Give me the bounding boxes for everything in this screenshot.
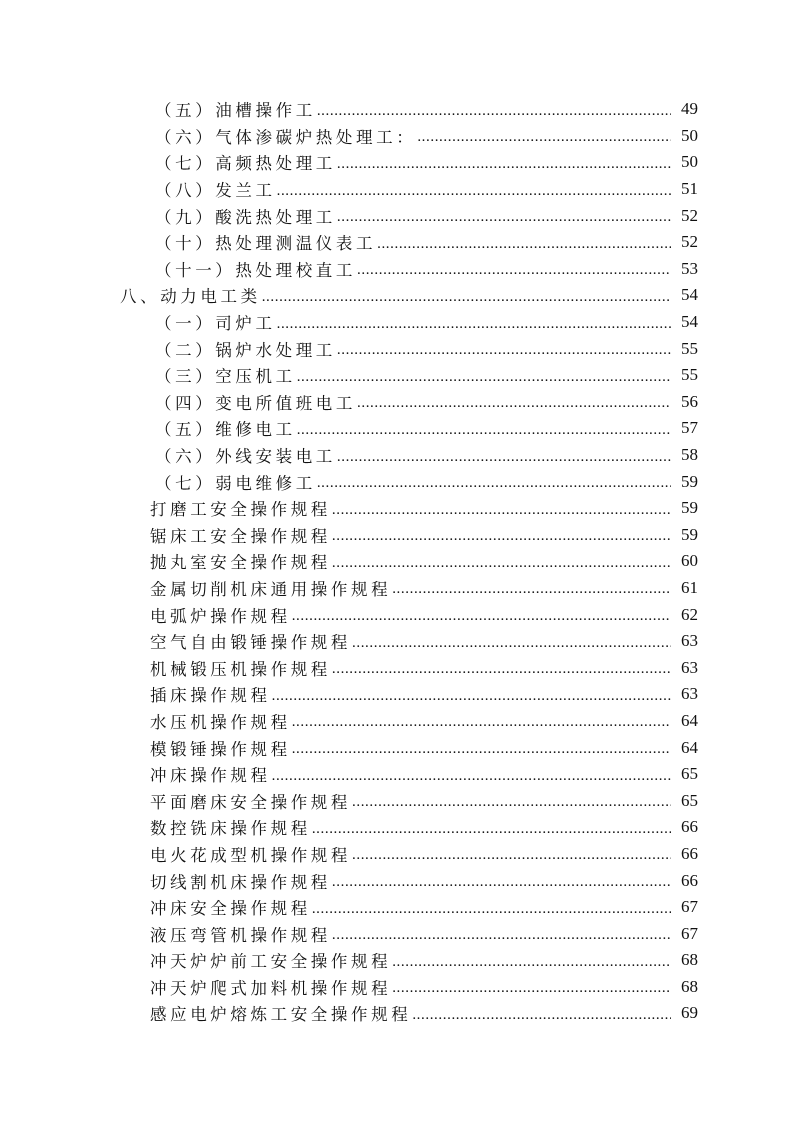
toc-leader-dots — [352, 635, 671, 652]
toc-page-number: 55 — [681, 338, 698, 358]
toc-page-number: 50 — [681, 152, 698, 172]
table-of-contents — [0, 96, 793, 1027]
toc-entry-title: 切线割机床操作规程 — [150, 872, 331, 892]
toc-entry[interactable] — [0, 974, 793, 1001]
toc-page-number: 61 — [681, 577, 698, 597]
toc-page-number: 53 — [681, 258, 698, 278]
toc-leader-dots — [317, 475, 671, 492]
toc-leader-dots — [297, 422, 671, 439]
toc-entry[interactable] — [0, 761, 793, 788]
toc-leader-dots — [412, 1007, 671, 1024]
toc-entry[interactable] — [0, 787, 793, 814]
toc-entry-title: 冲天炉爬式加料机操作规程 — [150, 978, 392, 998]
toc-leader-dots — [332, 555, 671, 572]
toc-leader-dots — [277, 183, 671, 200]
toc-entry[interactable] — [0, 495, 793, 522]
toc-leader-dots — [272, 688, 671, 705]
toc-entry[interactable] — [0, 256, 793, 283]
toc-leader-dots — [357, 395, 671, 412]
toc-entry-title: （五）维修电工 — [155, 420, 296, 440]
toc-entry-title: （六）外线安装电工 — [155, 447, 336, 467]
toc-page-number: 51 — [681, 179, 698, 199]
toc-leader-dots — [312, 821, 671, 838]
toc-entry-title: 八、动力电工类 — [120, 287, 261, 307]
toc-entry[interactable] — [0, 841, 793, 868]
toc-leader-dots — [332, 502, 671, 519]
toc-page-number: 60 — [681, 551, 698, 571]
toc-page-number: 59 — [681, 524, 698, 544]
toc-leader-dots — [312, 901, 671, 918]
toc-leader-dots — [262, 289, 671, 306]
toc-entry[interactable] — [0, 628, 793, 655]
toc-entry-title: （一）司炉工 — [155, 314, 276, 334]
toc-page-number: 68 — [681, 976, 698, 996]
toc-entry[interactable] — [0, 202, 793, 229]
toc-entry[interactable] — [0, 601, 793, 628]
toc-entry-title: （五）油槽操作工 — [155, 101, 316, 121]
toc-leader-dots — [352, 847, 671, 864]
toc-entry-title: 冲天炉炉前工安全操作规程 — [150, 952, 392, 972]
toc-entry[interactable] — [0, 442, 793, 469]
toc-leader-dots — [392, 954, 671, 971]
toc-leader-dots — [377, 236, 671, 253]
toc-page-number: 64 — [681, 737, 698, 757]
toc-entry-title: （八）发兰工 — [155, 181, 276, 201]
toc-entry[interactable] — [0, 947, 793, 974]
toc-leader-dots — [332, 874, 671, 891]
toc-page-number: 65 — [681, 790, 698, 810]
toc-entry[interactable] — [0, 335, 793, 362]
toc-entry-title: 液压弯管机操作规程 — [150, 925, 331, 945]
toc-entry[interactable] — [0, 309, 793, 336]
toc-page-number: 65 — [681, 764, 698, 784]
toc-page-number: 54 — [681, 312, 698, 332]
toc-page-number: 67 — [681, 897, 698, 917]
toc-entry[interactable] — [0, 282, 793, 309]
toc-leader-dots — [292, 714, 671, 731]
toc-entry[interactable] — [0, 654, 793, 681]
toc-entry-title: 数控铣床操作规程 — [150, 819, 311, 839]
toc-entry-title: 冲床操作规程 — [150, 766, 271, 786]
toc-entry[interactable] — [0, 708, 793, 735]
toc-leader-dots — [337, 209, 671, 226]
toc-entry[interactable] — [0, 149, 793, 176]
toc-leader-dots — [337, 156, 671, 173]
toc-entry-title: （二）锅炉水处理工 — [155, 340, 336, 360]
toc-entry-title: 平面磨床安全操作规程 — [150, 792, 351, 812]
toc-entry-title: （三）空压机工 — [155, 367, 296, 387]
toc-entry-title: 锯床工安全操作规程 — [150, 526, 331, 546]
toc-page-number: 57 — [681, 418, 698, 438]
toc-page-number: 63 — [681, 684, 698, 704]
toc-entry[interactable] — [0, 522, 793, 549]
toc-entry-title: （十）热处理测温仪表工 — [155, 234, 377, 254]
toc-entry[interactable] — [0, 468, 793, 495]
toc-entry-title: 水压机操作规程 — [150, 712, 291, 732]
toc-page-number: 49 — [681, 99, 698, 119]
toc-entry[interactable] — [0, 96, 793, 123]
toc-page-number: 54 — [681, 285, 698, 305]
toc-entry-title: 打磨工安全操作规程 — [150, 500, 331, 520]
toc-entry[interactable] — [0, 681, 793, 708]
toc-page-number: 52 — [681, 232, 698, 252]
toc-entry-title: （七）高频热处理工 — [155, 154, 336, 174]
toc-page-number: 63 — [681, 657, 698, 677]
toc-page-number: 62 — [681, 604, 698, 624]
toc-entry-title: 电火花成型机操作规程 — [150, 845, 351, 865]
toc-page-number: 59 — [681, 471, 698, 491]
toc-entry-title: 抛丸室安全操作规程 — [150, 553, 331, 573]
toc-entry[interactable] — [0, 814, 793, 841]
toc-leader-dots — [272, 768, 671, 785]
toc-entry[interactable] — [0, 894, 793, 921]
toc-entry-title: 插床操作规程 — [150, 686, 271, 706]
toc-entry-title: 机械锻压机操作规程 — [150, 659, 331, 679]
toc-entry-title: 电弧炉操作规程 — [150, 606, 291, 626]
toc-entry[interactable] — [0, 867, 793, 894]
toc-entry-title: 金属切削机床通用操作规程 — [150, 579, 392, 599]
toc-page-number: 50 — [681, 125, 698, 145]
toc-leader-dots — [277, 316, 671, 333]
toc-entry[interactable] — [0, 575, 793, 602]
toc-page-number: 69 — [681, 1003, 698, 1023]
toc-page-number: 58 — [681, 445, 698, 465]
toc-entry[interactable] — [0, 548, 793, 575]
toc-leader-dots — [332, 661, 671, 678]
toc-page-number: 59 — [681, 498, 698, 518]
toc-entry[interactable] — [0, 176, 793, 203]
toc-page-number: 67 — [681, 923, 698, 943]
toc-page-number: 66 — [681, 843, 698, 863]
toc-entry-title: （十一）热处理校直工 — [155, 260, 356, 280]
toc-entry-title: 模锻锤操作规程 — [150, 739, 291, 759]
toc-leader-dots — [357, 262, 671, 279]
toc-page-number: 64 — [681, 710, 698, 730]
toc-page-number: 55 — [681, 365, 698, 385]
toc-entry-title: （六）气体渗碳炉热处理工： — [155, 127, 417, 147]
toc-page-number: 66 — [681, 870, 698, 890]
toc-entry[interactable] — [0, 1000, 793, 1027]
toc-leader-dots — [417, 129, 671, 146]
toc-leader-dots — [337, 342, 671, 359]
toc-entry-title: 冲床安全操作规程 — [150, 899, 311, 919]
toc-entry-title: 感应电炉熔炼工安全操作规程 — [150, 1005, 412, 1025]
toc-leader-dots — [332, 528, 671, 545]
toc-entry[interactable] — [0, 362, 793, 389]
toc-entry-title: （九）酸洗热处理工 — [155, 207, 336, 227]
toc-entry[interactable] — [0, 229, 793, 256]
toc-entry[interactable] — [0, 734, 793, 761]
toc-leader-dots — [392, 581, 671, 598]
toc-leader-dots — [392, 980, 671, 997]
toc-page-number: 52 — [681, 205, 698, 225]
toc-entry[interactable] — [0, 415, 793, 442]
toc-page-number: 63 — [681, 631, 698, 651]
toc-leader-dots — [297, 369, 671, 386]
toc-entry[interactable] — [0, 123, 793, 150]
toc-entry[interactable] — [0, 920, 793, 947]
toc-entry-title: （四）变电所值班电工 — [155, 393, 356, 413]
toc-entry-title: 空气自由锻锤操作规程 — [150, 633, 351, 653]
toc-leader-dots — [292, 608, 671, 625]
toc-page-number: 56 — [681, 391, 698, 411]
toc-leader-dots — [292, 741, 671, 758]
toc-leader-dots — [337, 449, 671, 466]
toc-entry-title: （七）弱电维修工 — [155, 473, 316, 493]
toc-leader-dots — [317, 103, 671, 120]
toc-page-number: 66 — [681, 817, 698, 837]
toc-page-number: 68 — [681, 950, 698, 970]
toc-leader-dots — [332, 927, 671, 944]
toc-leader-dots — [352, 794, 671, 811]
toc-entry[interactable] — [0, 389, 793, 416]
